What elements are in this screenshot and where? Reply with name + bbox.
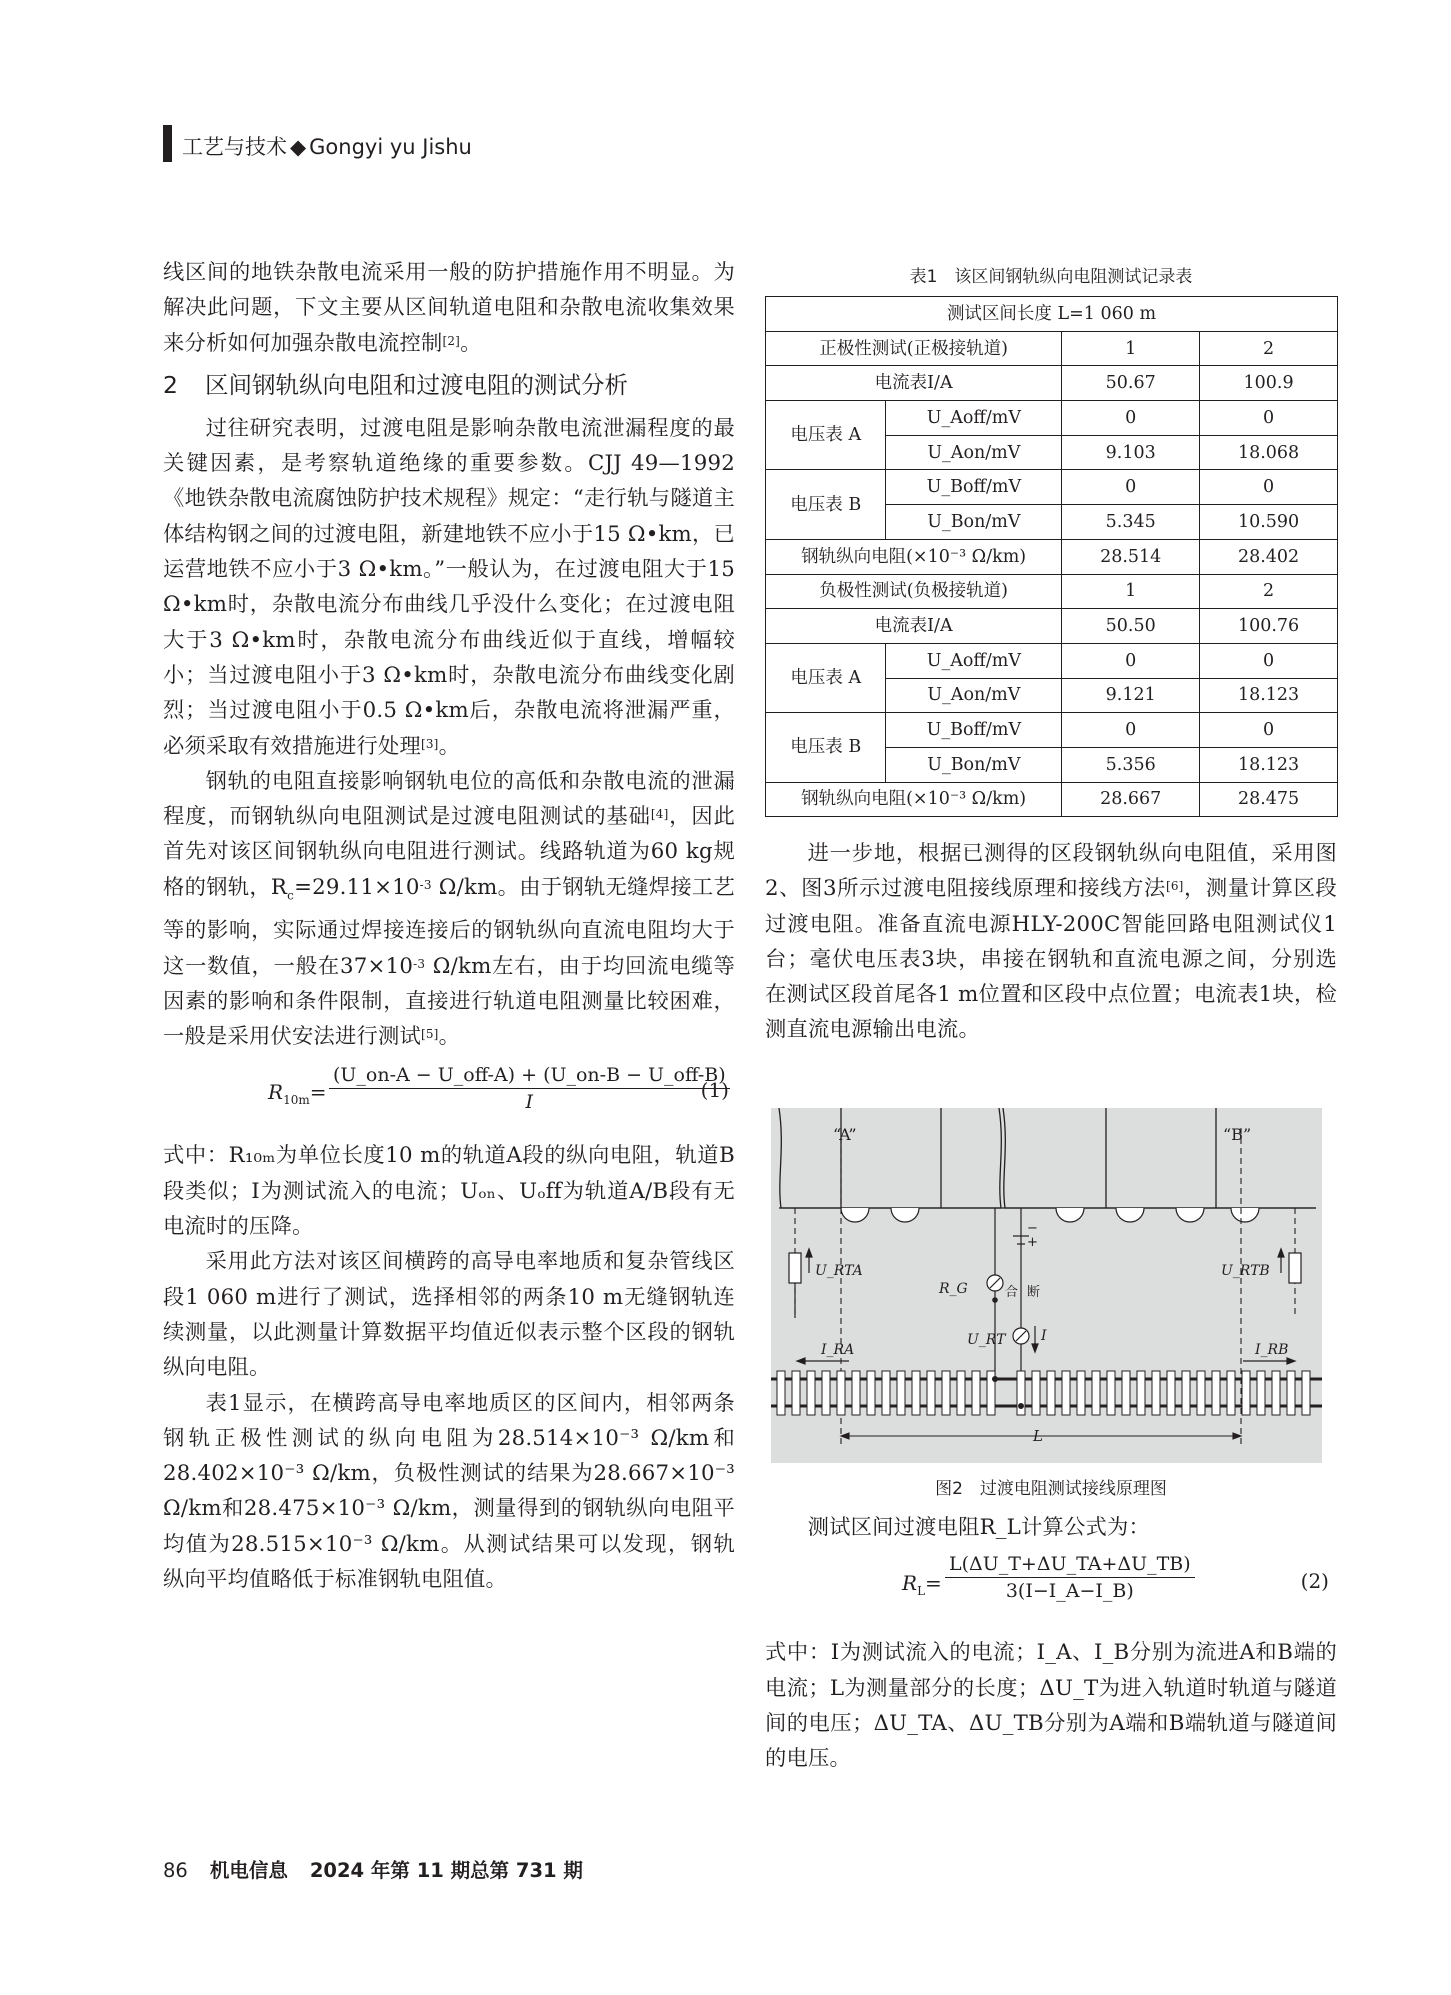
rail-sleeper	[1152, 1371, 1160, 1415]
table-cell: 1	[1062, 574, 1200, 609]
formula-2-lhs: $R_L=$	[902, 1571, 942, 1599]
tunnel-wall	[779, 1108, 1316, 1208]
wiring-diagram-svg	[771, 1108, 1322, 1463]
paragraph-formula1-explanation: 式中：R₁₀ₘ为单位长度10 m的轨道A段的纵向电阻，轨道B段类似；I为测试流入的电流；Uₒₙ、Uₒff为轨道A/B段有无电流时的压降。	[163, 1143, 735, 1240]
header-bar	[163, 125, 172, 162]
table-cell: U_Boff/mV	[886, 470, 1062, 505]
rail-sleeper	[837, 1371, 845, 1415]
table-cell: U_Boff/mV	[886, 713, 1062, 748]
connect-point-rail	[992, 1376, 998, 1382]
label-R-G: R_G	[939, 1281, 968, 1297]
label-U-RTB: U_RTB	[1221, 1263, 1270, 1279]
table-cell: 钢轨纵向电阻(×10⁻³ Ω/km)	[766, 539, 1062, 574]
table-cell: 0	[1062, 713, 1200, 748]
label-U-RT: U_RT	[967, 1332, 1006, 1348]
label-L: L	[1033, 1427, 1043, 1445]
right-column	[765, 836, 1337, 1048]
table-row	[766, 713, 1338, 748]
table-cell: 0	[1062, 401, 1200, 436]
sleeper-bumps	[841, 1208, 1259, 1222]
paragraph-formula2-intro: 测试区间过渡电阻R_L计算公式为：	[807, 1515, 1150, 1540]
table-cell: U_Aon/mV	[886, 435, 1062, 470]
table-cell: 0	[1200, 713, 1338, 748]
rail-sleeper	[1182, 1371, 1190, 1415]
table-cell: U_Bon/mV	[886, 747, 1062, 782]
rail-sleeper	[777, 1371, 785, 1415]
label-I-RA: I_RA	[821, 1342, 855, 1358]
rail-sleeper	[942, 1371, 950, 1415]
table-cell: 100.76	[1200, 609, 1338, 644]
left-column	[163, 255, 735, 1597]
voltmeter-B	[1278, 1249, 1301, 1283]
label-I-RB: I_RB	[1255, 1342, 1289, 1358]
section-number: 2	[163, 370, 178, 399]
section-name-cn: 工艺与技术	[182, 135, 287, 159]
table-cell: 0	[1200, 470, 1338, 505]
rail-sleeper	[1167, 1371, 1175, 1415]
rail-sleeper	[1092, 1371, 1100, 1415]
rail-sleeper	[1062, 1371, 1070, 1415]
table-cell: 50.67	[1062, 366, 1200, 401]
rail-sleeper	[957, 1371, 965, 1415]
label-A: “A”	[833, 1125, 857, 1144]
table-cell: 28.475	[1200, 782, 1338, 817]
figure-caption: 图2 过渡电阻测试接线原理图	[935, 1479, 1167, 1499]
diamond-icon: ◆	[290, 135, 307, 159]
section-heading	[163, 365, 735, 405]
table-cell: 钢轨纵向电阻(×10⁻³ Ω/km)	[766, 782, 1062, 817]
rail-sleeper	[1077, 1371, 1085, 1415]
formula-1-fraction	[329, 1064, 730, 1113]
label-I: I	[1041, 1328, 1047, 1344]
table-cell: 电流表I/A	[766, 609, 1062, 644]
label-U-RTA: U_RTA	[815, 1263, 863, 1279]
table-row	[766, 782, 1338, 817]
voltmeter-A	[789, 1249, 812, 1318]
table-cell: 正极性测试(正极接轨道)	[766, 331, 1062, 366]
table-cell: 0	[1200, 643, 1338, 678]
table-cell: 0	[1062, 470, 1200, 505]
paragraph-transition-resistance: 过往研究表明，过渡电阻是影响杂散电流泄漏程度的最关键因素，是考察轨道绝缘的重要参数。CJJ 49—1992《地铁杂散电流腐蚀防护技术规程》规定：“走行轨与隧道主体结构钢之间的过渡电阻，新建地铁不应小于15 Ω•km，已运营地铁不应小于3 Ω•km。”一般认为，在过渡电阻大于15 Ω•km时，杂散电流分布曲线几乎没什么变化；在过渡电阻大于3 Ω•km时，杂散电流分布曲线近似于直线，增幅较小；当过渡电阻小于3 Ω•km时，杂散电流分布曲线变化剧烈；当过渡电阻小于0.5 Ω•km后，杂散电流将泄漏严重，必须采取有效措施进行处理[3]。	[163, 415, 735, 759]
current-arrows	[797, 1358, 1295, 1364]
table-cell: 电压表 A	[766, 401, 886, 470]
table-cell: 9.121	[1062, 678, 1200, 713]
rail-sleeper	[822, 1371, 830, 1415]
paragraph-test-method: 采用此方法对该区间横跨的高导电率地质和复杂管线区段1 060 m进行了测试，选择相邻的两条10 m无缝钢轨连续测量，以此测量计算数据平均值近似表示整个区段的钢轨纵向电阻。	[163, 1249, 735, 1381]
page-footer	[163, 1855, 583, 1883]
table-cell: U_Aoff/mV	[886, 643, 1062, 678]
rail-sleeper	[1047, 1371, 1055, 1415]
rail-sleeper	[882, 1371, 890, 1415]
formula-2-denominator: 3(I−I_A−I_B)	[1005, 1580, 1134, 1603]
table-cell: 18.123	[1200, 678, 1338, 713]
table-row	[766, 401, 1338, 436]
rail-sleeper	[1242, 1371, 1250, 1415]
table-cell: 50.50	[1062, 609, 1200, 644]
table-cell: 28.402	[1200, 539, 1338, 574]
table-cell: U_Aon/mV	[886, 678, 1062, 713]
rail-sleeper	[1302, 1371, 1310, 1415]
paragraph-table-results: 表1显示，在横跨高导电率地质区的区间内，相邻两条钢轨正极性测试的纵向电阻为28.514×10⁻³ Ω/km和28.402×10⁻³ Ω/km，负极性测试的结果为28.667×10⁻³ Ω/km和28.475×10⁻³ Ω/km，测量得到的钢轨纵向电阻平均值为28.515×10⁻³ Ω/km。从测试结果可以发现，钢轨纵向平均值略低于标准钢轨电阻值。	[163, 1390, 735, 1593]
table-cell: 0	[1062, 643, 1200, 678]
paragraph-formula2-explanation: 式中：I为测试流入的电流；I_A、I_B分别为流进A和B端的电流；L为测量部分的长度；ΔU_T为进入轨道时轨道与隧道间的电压；ΔU_TA、ΔU_TB分别为A端和B端轨道与隧道间的电压。	[765, 1640, 1337, 1772]
table-row	[766, 574, 1338, 609]
paragraph-rail-resistance: 钢轨的电阻直接影响钢轨电位的高低和杂散电流的泄漏程度，而钢轨纵向电阻测试是过渡电阻测试的基础[4]，因此首先对该区间钢轨纵向电阻进行测试。线路轨道为60 kg规格的钢轨，$R_c=29.11\times 10^{-3}$ Ω/km。由于钢轨无缝焊接工艺等的影响，实际通过焊接连接后的钢轨纵向直流电阻均大于这一数值，一般在$37\times 10^{-3}$ Ω/km左右，由于均回流电缆等因素的影响和条件限制，直接进行轨道电阻测量比较困难，一般是采用伏安法进行测试[5]。	[163, 768, 735, 1050]
table-cell: 2	[1200, 574, 1338, 609]
formula-2-numerator: L(ΔU_T+ΔU_TA+ΔU_TB)	[945, 1553, 1195, 1578]
rail-sleeper	[897, 1371, 905, 1415]
formula-1	[163, 1062, 735, 1134]
table-cell: 18.068	[1200, 435, 1338, 470]
table-row	[766, 470, 1338, 505]
table-cell: 电压表 B	[766, 470, 886, 539]
table-caption: 表1 该区间钢轨纵向电阻测试记录表	[909, 267, 1193, 287]
table-cell: 负极性测试(负极接轨道)	[766, 574, 1062, 609]
rail-sleeper	[1287, 1371, 1295, 1415]
table-cell: 1	[1062, 331, 1200, 366]
rail-sleeper	[1212, 1371, 1220, 1415]
table-cell: 9.103	[1062, 435, 1200, 470]
table-cell: 5.345	[1062, 505, 1200, 540]
table-cell: 测试区间长度 L=1 060 m	[766, 297, 1338, 332]
rail-sleeper	[972, 1371, 980, 1415]
issue-info: 2024 年第 11 期总第 731 期	[309, 1859, 583, 1882]
table-row	[766, 366, 1338, 401]
table-row	[766, 609, 1338, 644]
rail-sleeper	[792, 1371, 800, 1415]
table-cell: 电流表I/A	[766, 366, 1062, 401]
paragraph-test-setup: 进一步地，根据已测得的区段钢轨纵向电阻值，采用图2、图3所示过渡电阻接线原理和接线方法[6]，测量计算区段过渡电阻。准备直流电源HLY-200C智能回路电阻测试仪1台；毫伏电压表3块，串接在钢轨和直流电源之间，分别选在测试区段首尾各1 m位置和区段中点位置；电流表1块，检测直流电源输出电流。	[765, 841, 1337, 1043]
table-row	[766, 297, 1338, 332]
formula-1-numerator: (U_on-A − U_off-A) + (U_on-B − U_off-B)	[329, 1064, 730, 1089]
rail-sleeper	[1137, 1371, 1145, 1415]
table-cell: 10.590	[1200, 505, 1338, 540]
journal-name: 机电信息	[209, 1859, 288, 1882]
rail-sleeper	[1032, 1371, 1040, 1415]
label-switch-off: 断	[1027, 1285, 1041, 1300]
formula-1-denominator: I	[525, 1091, 534, 1114]
section-title: 区间钢轨纵向电阻和过渡电阻的测试分析	[205, 370, 628, 399]
rail-sleeper	[1122, 1371, 1130, 1415]
table-cell: 28.514	[1062, 539, 1200, 574]
formula-2-number: (2)	[1300, 1569, 1329, 1594]
label-switch-on: 合	[1005, 1285, 1019, 1300]
formula-2	[765, 1549, 1337, 1629]
table-cell: 18.123	[1200, 747, 1338, 782]
table-cell: 电压表 A	[766, 643, 886, 712]
page-number: 86	[163, 1859, 188, 1882]
rail-sleeper	[807, 1371, 815, 1415]
rail-sleeper	[1197, 1371, 1205, 1415]
table-cell: 0	[1200, 401, 1338, 436]
figure-wiring-diagram	[771, 1108, 1322, 1463]
rail-sleeper	[867, 1371, 875, 1415]
rail-sleeper	[1227, 1371, 1235, 1415]
rail-sleeper	[927, 1371, 935, 1415]
table-cell: 5.356	[1062, 747, 1200, 782]
table-row	[766, 643, 1338, 678]
label-B: “B”	[1223, 1125, 1252, 1144]
table-row	[766, 331, 1338, 366]
connect-point-rail-2	[1018, 1403, 1024, 1409]
paragraph-intro: 线区间的地铁杂散电流采用一般的防护措施作用不明显。为解决此问题，下文主要从区间轨道电阻和杂散电流收集效果来分析如何加强杂散电流控制[2]。	[163, 260, 735, 356]
label-minus: −	[1027, 1221, 1038, 1236]
table-cell: 28.667	[1062, 782, 1200, 817]
label-plus: +	[1027, 1235, 1038, 1250]
table-cell: 电压表 B	[766, 713, 886, 782]
rail-sleeper	[1272, 1371, 1280, 1415]
rail-sleeper	[1107, 1371, 1115, 1415]
table-cell: U_Bon/mV	[886, 505, 1062, 540]
table-cell: 100.9	[1200, 366, 1338, 401]
rail-sleeper	[912, 1371, 920, 1415]
right-column-lower	[765, 1500, 1337, 1776]
rail-sleeper	[852, 1371, 860, 1415]
table-row	[766, 539, 1338, 574]
table-cell: U_Aoff/mV	[886, 401, 1062, 436]
formula-1-lhs: $R_{10m}=$	[268, 1080, 327, 1108]
rail-sleeper	[1257, 1371, 1265, 1415]
table-cell: 2	[1200, 331, 1338, 366]
running-header	[182, 131, 472, 161]
rail-resistance-table	[765, 296, 1338, 817]
formula-1-number: (1)	[700, 1078, 729, 1103]
section-name-pinyin: Gongyi yu Jishu	[309, 135, 472, 159]
formula-2-fraction	[945, 1553, 1195, 1602]
